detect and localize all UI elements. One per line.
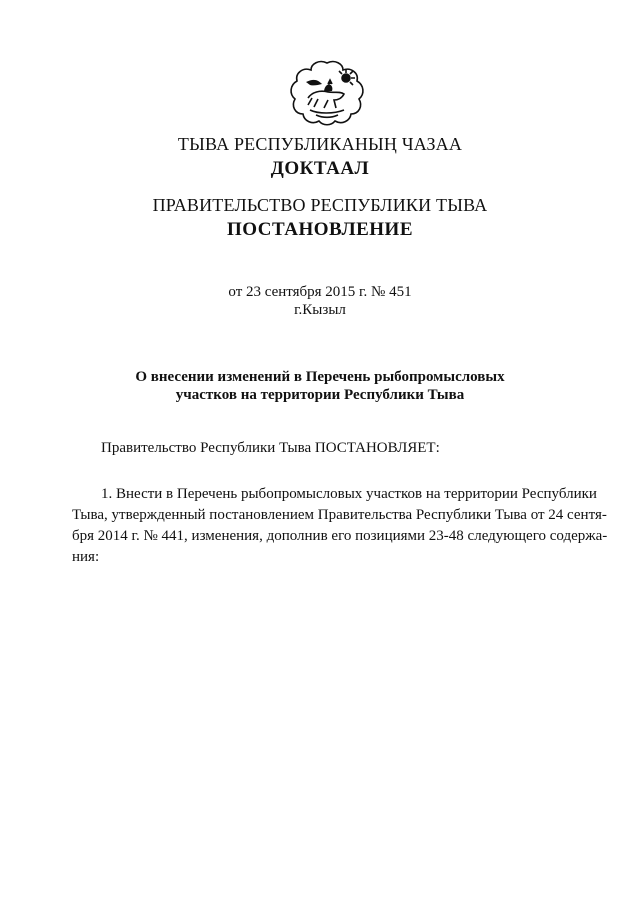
government-authority-name: ПРАВИТЕЛЬСТВО РЕСПУБЛИКИ ТЫВА xyxy=(152,195,488,215)
paragraph-1-line: Тыва, утвержденный постановлением Правительства Республики Тыва от 24 сентя- xyxy=(72,507,607,523)
document-title-line-1: О внесении изменений в Перечень рыбопромысловых xyxy=(135,369,505,385)
tyva-document-type: ДОКТААЛ xyxy=(270,158,370,179)
document-date-number: от 23 сентября 2015 г. № 451 xyxy=(228,284,412,300)
document-city: г.Кызыл xyxy=(294,302,346,318)
tyva-authority-name: ТЫВА РЕСПУБЛИКАНЫҢ ЧАЗАА xyxy=(177,134,463,154)
intro-statement: Правительство Республики Тыва ПОСТАНОВЛЯЕТ: xyxy=(101,440,440,456)
tyva-coat-of-arms-icon xyxy=(288,58,366,126)
government-document-type: ПОСТАНОВЛЕНИЕ xyxy=(226,219,414,240)
paragraph-1-line: ния: xyxy=(72,549,100,565)
paragraph-1 xyxy=(72,484,608,568)
document-title-line-2: участков на территории Республики Тыва xyxy=(175,387,465,403)
paragraph-1-line: бря 2014 г. № 441, изменения, дополнив его позициями 23-48 следующего содержа- xyxy=(72,528,608,544)
paragraph-1-line: 1. Внести в Перечень рыбопромысловых участков на территории Республики xyxy=(101,486,597,502)
